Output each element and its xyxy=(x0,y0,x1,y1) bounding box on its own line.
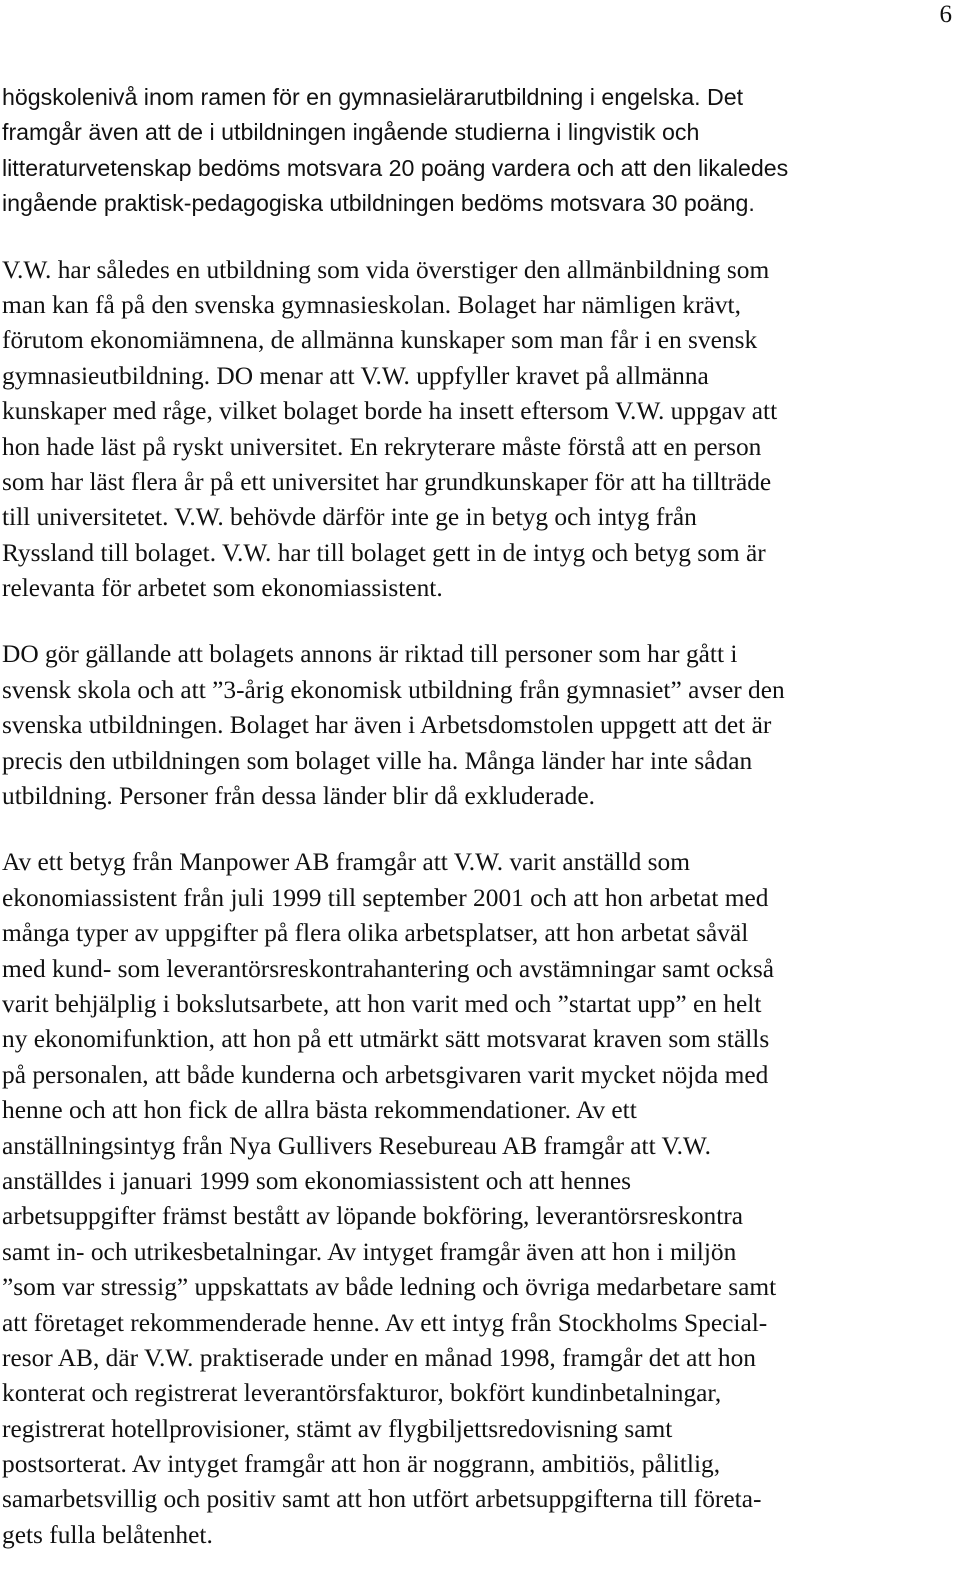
text-line: precis den utbildningen som bolaget ville ha. Många länder har inte sådan xyxy=(2,746,753,775)
text-line: utbildning. Personer från dessa länder blir då exkluderade. xyxy=(2,782,595,811)
text-line: Av ett betyg från Manpower AB framgår att V.W. varit anställd som xyxy=(2,848,690,877)
text-line: Ryssland till bolaget. V.W. har till bolaget gett in de intyg och betyg som är xyxy=(2,538,766,567)
text-line: högskolenivå inom ramen för en gymnasielärarutbildning i engelska. Det xyxy=(2,84,744,110)
text-line: gets fulla belåtenhet. xyxy=(2,1520,213,1549)
text-line: kunskaper med råge, vilket bolaget borde ha insett eftersom V.W. uppgav att xyxy=(2,397,778,426)
text-line: samarbetsvillig och positiv samt att hon utfört arbetsuppgifterna till företa- xyxy=(2,1485,762,1514)
text-line: ny ekonomifunktion, att hon på ett utmärkt sätt motsvarat kraven som ställs xyxy=(2,1025,770,1054)
text-line: DO gör gällande att bolagets annons är riktad till personer som har gått i xyxy=(2,640,738,669)
text-line: med kund- som leverantörsreskontrahantering och avstämningar samt också xyxy=(2,954,775,983)
text-line: varit behjälplig i bokslutsarbete, att hon varit med och ”startat upp” en helt xyxy=(2,989,762,1018)
paragraph xyxy=(2,253,948,607)
text-line: arbetsuppgifter främst bestått av löpande bokföring, leverantörsreskontra xyxy=(2,1202,744,1231)
text-line: samt in- och utrikesbetalningar. Av intyget framgår även att hon i miljön xyxy=(2,1237,737,1266)
text-line: hon hade läst på ryskt universitet. En rekryterare måste förstå att en person xyxy=(2,432,762,461)
text-line: ekonomiassistent från juli 1999 till september 2001 och att hon arbetat med xyxy=(2,883,769,912)
text-line: att företaget rekommenderade henne. Av ett intyg från Stockholms Special- xyxy=(2,1308,768,1337)
text-line: förutom ekonomiämnena, de allmänna kunskaper som man får i en svensk xyxy=(2,326,758,355)
text-line: svensk skola och att ”3-årig ekonomisk utbildning från gymnasiet” avser den xyxy=(2,675,785,704)
page-number: 6 xyxy=(939,1,952,28)
text-line: anställningsintyg från Nya Gullivers Resebureau AB framgår att V.W. xyxy=(2,1131,711,1160)
text-line: framgår även att de i utbildningen ingående studierna i lingvistik och xyxy=(2,119,700,146)
text-line: V.W. har således en utbildning som vida överstiger den allmänbildning som xyxy=(2,255,770,284)
text-line: som har läst flera år på ett universitet har grundkunskaper för att ha tillträde xyxy=(2,467,772,496)
text-line: till universitetet. V.W. behövde därför inte ge in betyg och intyg från xyxy=(2,503,697,532)
text-line: anställdes i januari 1999 som ekonomiassistent och att hennes xyxy=(2,1166,632,1195)
paragraph xyxy=(2,637,948,814)
text-line: postsorterat. Av intyget framgår att hon är noggrann, ambitiös, pålitlig, xyxy=(2,1450,721,1479)
paragraph xyxy=(2,80,948,222)
text-line: man kan få på den svenska gymnasieskolan. Bolaget har nämligen krävt, xyxy=(2,290,741,319)
text-line: henne och att hon fick de allra bästa rekommendationer. Av ett xyxy=(2,1096,637,1125)
text-line: svenska utbildningen. Bolaget har även i Arbetsdomstolen uppgett att det är xyxy=(2,711,772,740)
document-body xyxy=(2,80,948,1584)
text-line: litteraturvetenskap bedöms motsvara 20 poäng vardera och att den likaledes xyxy=(2,154,789,181)
text-line: på personalen, att både kunderna och arbetsgivaren varit mycket nöjda med xyxy=(2,1060,769,1089)
text-line: gymnasieutbildning. DO menar att V.W. uppfyller kravet på allmänna xyxy=(2,361,709,390)
text-line: relevanta för arbetet som ekonomiassistent. xyxy=(2,574,443,603)
text-line: ”som var stressig” uppskattats av både ledning och övriga medarbetare samt xyxy=(2,1273,777,1302)
text-line: resor AB, där V.W. praktiserade under en månad 1998, framgår det att hon xyxy=(2,1343,756,1372)
text-line: konterat och registrerat leverantörsfakturor, bokfört kundinbetalningar, xyxy=(2,1379,722,1408)
paragraph xyxy=(2,845,948,1553)
text-line: många typer av uppgifter på flera olika arbetsplatser, att hon arbetat såväl xyxy=(2,919,749,948)
text-line: ingående praktisk-pedagogiska utbildningen bedöms motsvara 30 poäng. xyxy=(2,190,755,217)
text-line: registrerat hotellprovisioner, stämt av flygbiljettsredovisning samt xyxy=(2,1414,673,1443)
